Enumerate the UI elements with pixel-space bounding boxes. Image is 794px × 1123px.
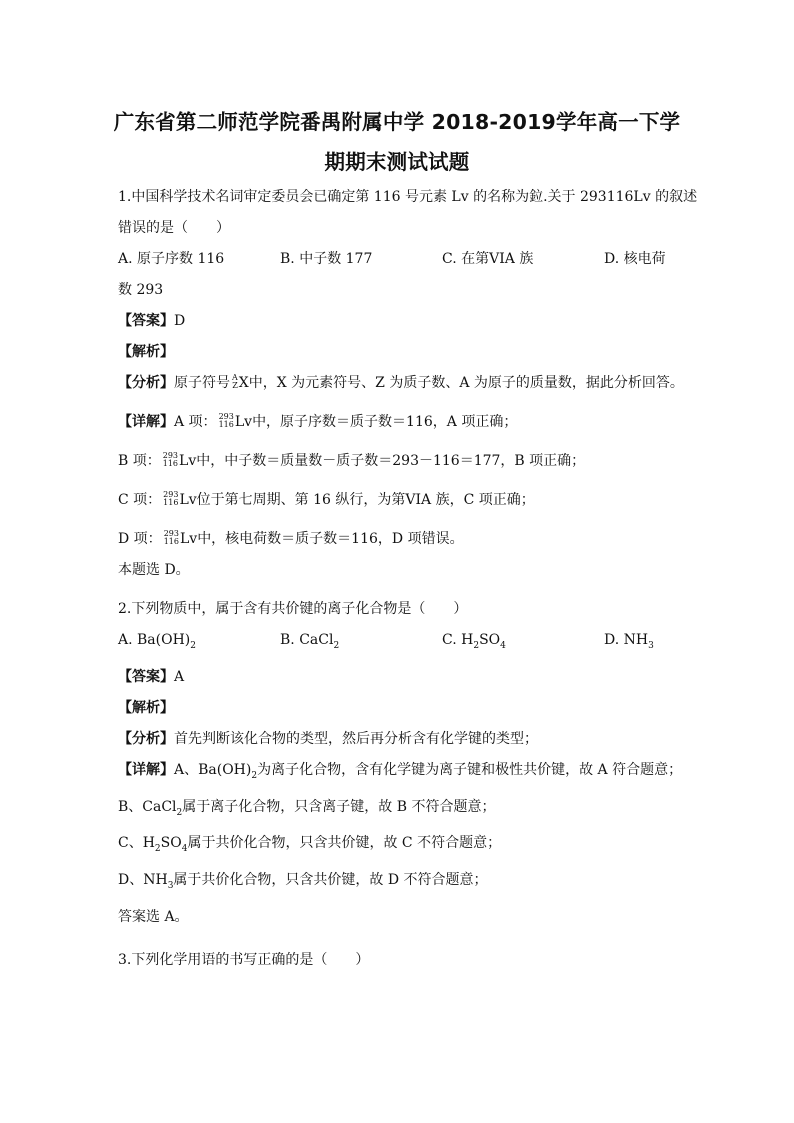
detail-text: 属于共价化合物，只含共价键，故 C 不符合题意； <box>187 835 502 852</box>
answer-value: A <box>174 668 185 685</box>
q2-conclusion: 答案选 A。 <box>118 908 189 925</box>
q2-option-d <box>604 625 654 662</box>
detail-c-post: 位于第七周期、第 16 纵行，为第VIA 族，C 项正确； <box>196 492 535 508</box>
subscript: 2 <box>251 770 258 781</box>
nuclide-number: 116 <box>163 498 179 507</box>
detail-b-post: 中，中子数＝质量数－质子数＝293－116＝177，B 项正确； <box>196 453 586 469</box>
q2-stem: 2.下列物质中，属于含有共价键的离子化合物是（ ） <box>118 601 468 617</box>
q1-option-a: A. 原子序数 116 <box>118 251 225 267</box>
q1-option-b: B. 中子数 177 <box>280 251 373 267</box>
nuclide-lv <box>164 530 179 546</box>
detail-text: 属于共价化合物，只含共价键，故 D 不符合题意； <box>173 872 488 889</box>
q2-option-b <box>280 625 442 662</box>
nuclide-number: 116 <box>163 537 179 546</box>
nuclide-lv <box>163 452 178 468</box>
fenxi-label: 【分析】 <box>118 730 174 747</box>
q1-option-c: C. 在第VIA 族 <box>442 251 534 267</box>
document-title <box>108 102 686 182</box>
q2-answer <box>118 662 676 693</box>
formula: D、NH <box>118 872 168 889</box>
nuclide-number: 116 <box>218 420 234 429</box>
nuclide-element: Lv <box>179 492 197 508</box>
nuclide-mass: 293 <box>162 451 179 460</box>
formula: B、CaCl <box>118 798 177 815</box>
formula: A. Ba(OH) <box>118 632 191 648</box>
q1-option-wrap: 数 293 <box>118 282 164 298</box>
answer-value: D <box>174 313 186 329</box>
q1-detail-c <box>118 485 676 516</box>
detail-label: 【详解】 <box>118 761 174 778</box>
q2-detail-c <box>118 828 676 865</box>
subscript: 4 <box>500 640 506 651</box>
subscript: 2 <box>190 640 196 651</box>
detail-label: 【详解】 <box>118 414 174 430</box>
question-1 <box>118 182 698 586</box>
q1-detail-d <box>118 524 676 555</box>
title-line-1: 广东省第二师范学院番禺附属中学 2018-2019学年高一下学 <box>113 110 681 134</box>
q1-answer <box>118 306 676 337</box>
subscript: 2 <box>333 640 340 651</box>
q1-option-d: D. 核电荷 <box>604 251 666 267</box>
title-line-2: 期期末测试试题 <box>324 150 470 174</box>
fenxi-text-post: 中，X 为元素符号、Z 为质子数、A 为原子的质量数，据此分析回答。 <box>248 375 684 391</box>
q2-analysis-label: 【解析】 <box>118 699 174 716</box>
q1-conclusion: 本题选 D。 <box>118 562 190 578</box>
q2-fenxi <box>118 724 676 755</box>
q2-detail-d <box>118 865 676 902</box>
formula: D. NH <box>604 632 649 648</box>
subscript: 2 <box>176 807 183 818</box>
nuclide-mass: 293 <box>218 412 234 421</box>
answer-label: 【答案】 <box>118 313 174 329</box>
subscript: 2 <box>154 844 161 855</box>
formula: C. H <box>442 632 474 648</box>
nuclide-element: Lv <box>234 414 253 430</box>
q1-detail-a <box>118 407 676 438</box>
q1-stem-line-1: 1.中国科学技术名词审定委员会已确定第 116 号元素 Lv 的名称为鉝.关于 293116Lv 的叙述 <box>118 189 698 205</box>
nuclide-mass: 293 <box>163 490 179 499</box>
question-3 <box>118 945 676 976</box>
q3-stem: 3.下列化学用语的书写正确的是（ ） <box>118 951 370 968</box>
detail-text: 属于离子化合物，只含离子键，故 B 不符合题意； <box>182 798 496 815</box>
nuclide-lv <box>163 491 178 507</box>
fenxi-text: 首先判断该化合物的类型，然后再分析含有化学键的类型； <box>174 730 538 747</box>
detail-text: 为离子化合物，含有化学键为离子键和极性共价键，故 A 符合题意； <box>257 761 683 778</box>
q1-stem-line-2: 错误的是（ ） <box>118 220 230 236</box>
subscript: 3 <box>648 640 654 651</box>
formula: SO <box>160 835 182 852</box>
detail-a-pre: A 项： <box>174 414 217 430</box>
nuclide-lv <box>219 413 234 429</box>
q1-analysis-label: 【解析】 <box>118 344 174 360</box>
q2-options <box>118 625 676 662</box>
fenxi-label: 【分析】 <box>118 375 174 391</box>
nuclide-number: Z <box>232 381 238 390</box>
formula: SO <box>479 632 501 648</box>
detail-d-pre: D 项： <box>118 531 162 547</box>
formula: C、H <box>118 835 155 852</box>
nuclide-mass: 293 <box>163 529 179 538</box>
q2-detail-b <box>118 792 676 829</box>
nuclide-number: 116 <box>162 459 179 468</box>
answer-label: 【答案】 <box>118 668 174 685</box>
question-2 <box>118 594 683 933</box>
nuclide-mass: A <box>232 373 238 382</box>
q2-detail-a <box>118 755 683 792</box>
fenxi-text-pre: 原子符号 <box>174 375 230 391</box>
nuclide-symbol <box>232 374 238 390</box>
formula: A、Ba(OH) <box>174 761 252 778</box>
nuclide-element: X <box>238 375 249 391</box>
formula: B. CaCl <box>280 632 334 648</box>
detail-b-pre: B 项： <box>118 453 161 469</box>
q1-options <box>118 244 676 275</box>
nuclide-element: Lv <box>179 531 198 547</box>
q1-detail-b <box>118 446 676 477</box>
detail-a-post: 中，原子序数＝质子数＝116，A 项正确； <box>252 414 518 430</box>
subscript: 3 <box>167 880 174 891</box>
subscript: 4 <box>181 844 188 855</box>
detail-c-pre: C 项： <box>118 492 162 508</box>
q2-option-c <box>442 625 604 662</box>
q1-fenxi <box>118 368 684 399</box>
subscript: 2 <box>473 640 480 651</box>
q2-option-a <box>118 625 280 662</box>
detail-d-post: 中，核电荷数＝质子数＝116，D 项错误。 <box>197 531 464 547</box>
nuclide-element: Lv <box>179 453 197 469</box>
